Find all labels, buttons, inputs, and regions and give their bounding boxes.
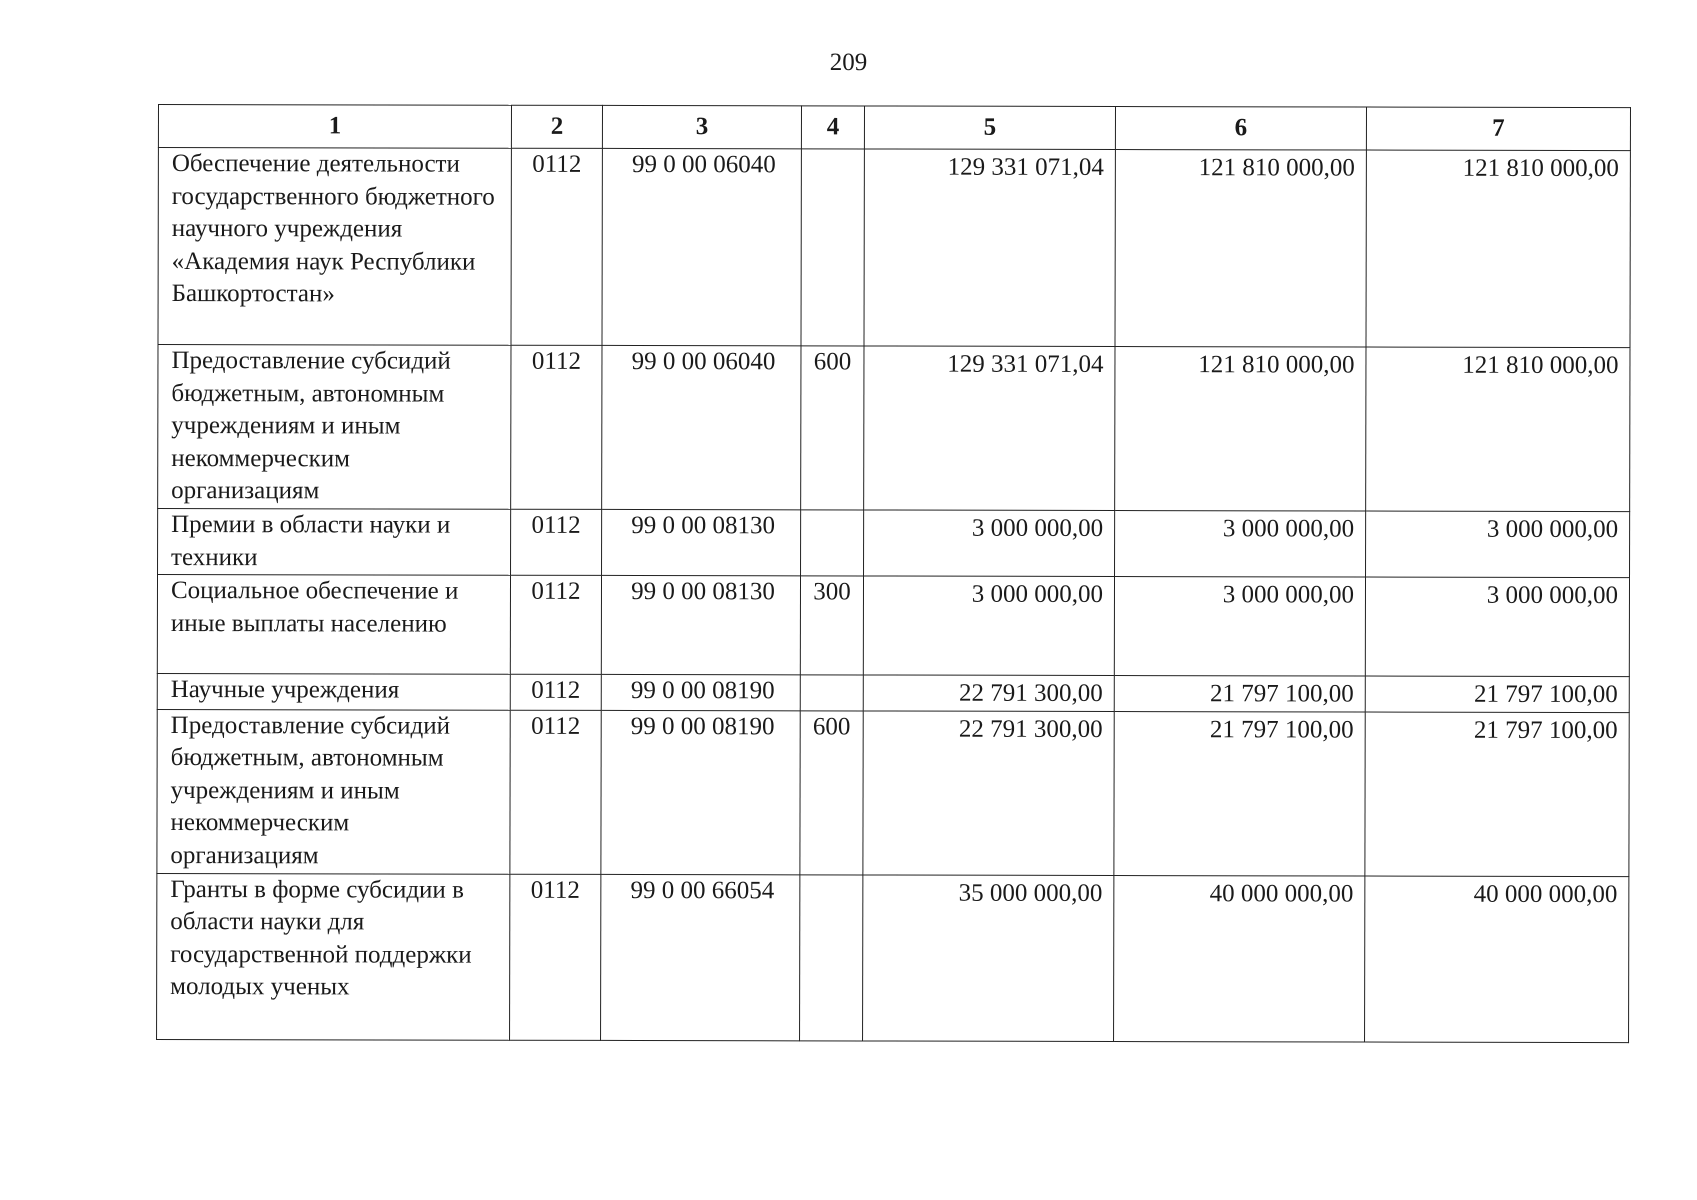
row-value-7: 3 000 000,00 <box>1365 577 1629 677</box>
row-name: Гранты в форме субсидии в области науки для государственной поддержки молодых ученых <box>157 873 510 1040</box>
row-expense-type: 300 <box>800 576 863 675</box>
row-expense-type <box>801 149 864 346</box>
row-section: 0112 <box>511 509 602 575</box>
row-value-5: 129 331 071,04 <box>864 346 1115 511</box>
table-row <box>158 345 1630 512</box>
row-article: 99 0 00 08130 <box>602 509 801 575</box>
row-value-6: 40 000 000,00 <box>1114 875 1365 1042</box>
table-row <box>157 873 1629 1042</box>
row-section: 0112 <box>510 674 601 710</box>
row-section: 0112 <box>510 710 601 874</box>
row-value-5: 22 791 300,00 <box>863 710 1114 875</box>
table-row <box>158 509 1630 578</box>
row-article: 99 0 00 08130 <box>601 575 800 674</box>
page-number: 209 <box>829 49 868 76</box>
row-value-6: 3 000 000,00 <box>1114 577 1365 677</box>
row-section: 0112 <box>511 345 602 509</box>
row-value-7: 40 000 000,00 <box>1365 876 1629 1043</box>
row-value-6: 21 797 100,00 <box>1114 676 1365 712</box>
row-value-5: 129 331 071,04 <box>864 149 1115 347</box>
row-section: 0112 <box>510 575 601 674</box>
budget-table <box>156 104 1631 1043</box>
row-value-7: 3 000 000,00 <box>1366 511 1630 578</box>
row-value-7: 121 810 000,00 <box>1366 347 1630 512</box>
column-header-4: 4 <box>801 106 864 149</box>
row-value-5: 3 000 000,00 <box>863 576 1114 676</box>
row-name: Премии в области науки и техники <box>158 509 511 576</box>
row-value-5: 22 791 300,00 <box>863 675 1114 711</box>
row-article: 99 0 00 06040 <box>602 345 801 509</box>
row-section: 0112 <box>511 148 602 345</box>
row-expense-type: 600 <box>801 346 864 510</box>
row-section: 0112 <box>510 874 601 1040</box>
row-article: 99 0 00 06040 <box>602 148 801 345</box>
row-value-6: 121 810 000,00 <box>1115 150 1366 348</box>
column-header-1: 1 <box>158 105 511 149</box>
table-header-row <box>158 105 1630 151</box>
row-expense-type <box>800 675 863 711</box>
table-row <box>157 575 1629 677</box>
row-value-5: 35 000 000,00 <box>863 874 1114 1041</box>
row-value-6: 121 810 000,00 <box>1115 347 1366 512</box>
row-name: Предоставление субсидий бюджетным, автономным учреждениям и иным некоммерческим организациям <box>158 345 511 510</box>
row-expense-type <box>800 874 863 1040</box>
column-header-7: 7 <box>1366 107 1630 151</box>
table-row <box>157 709 1629 876</box>
row-name: Научные учреждения <box>157 673 510 709</box>
column-header-6: 6 <box>1115 107 1366 151</box>
row-value-7: 21 797 100,00 <box>1365 676 1629 712</box>
row-article: 99 0 00 08190 <box>601 674 800 710</box>
row-name: Социальное обеспечение и иные выплаты населению <box>157 575 510 675</box>
row-value-7: 21 797 100,00 <box>1365 712 1629 877</box>
row-name: Обеспечение деятельности государственного бюджетного научного учреждения «Академия наук Республики Башкортостан» <box>158 148 511 346</box>
table-row <box>158 148 1630 348</box>
row-article: 99 0 00 66054 <box>601 874 800 1040</box>
row-value-6: 3 000 000,00 <box>1115 511 1366 578</box>
row-name: Предоставление субсидий бюджетным, автономным учреждениям и иным некоммерческим организациям <box>157 709 510 874</box>
table-row <box>157 673 1629 712</box>
row-value-7: 121 810 000,00 <box>1366 150 1630 348</box>
row-value-6: 21 797 100,00 <box>1114 711 1365 876</box>
row-article: 99 0 00 08190 <box>601 710 800 874</box>
column-header-3: 3 <box>602 105 801 148</box>
column-header-5: 5 <box>864 106 1115 150</box>
row-expense-type: 600 <box>800 710 863 874</box>
row-expense-type <box>801 510 864 576</box>
column-header-2: 2 <box>511 105 602 148</box>
row-value-5: 3 000 000,00 <box>864 510 1115 577</box>
